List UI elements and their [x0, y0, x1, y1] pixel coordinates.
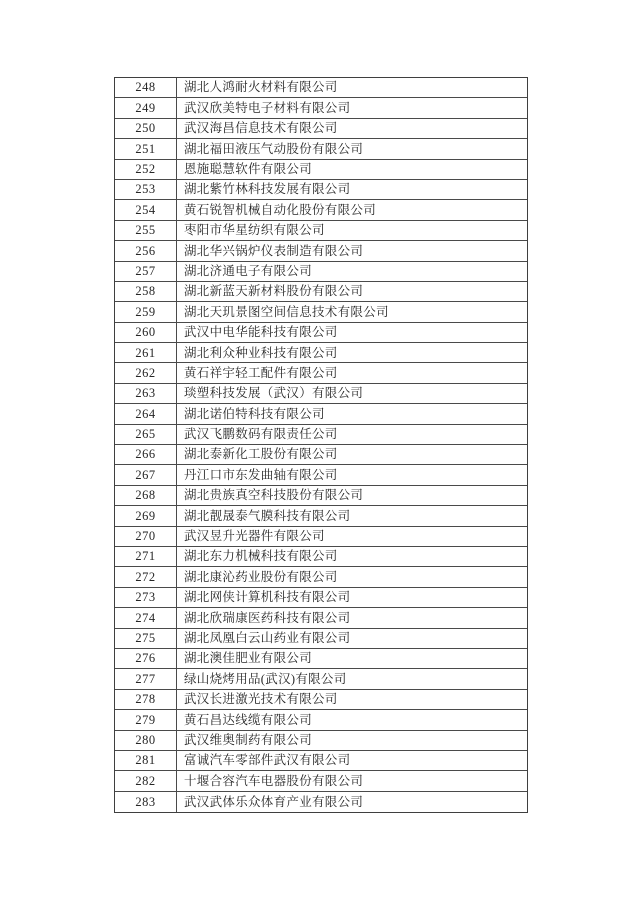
row-number-cell: 260	[115, 323, 177, 342]
company-name-cell: 绿山烧烤用品(武汉)有限公司	[184, 671, 347, 686]
row-number-cell: 280	[115, 731, 177, 750]
row-number-cell: 270	[115, 527, 177, 546]
table-row	[115, 180, 527, 200]
company-name-cell: 湖北康沁药业股份有限公司	[184, 569, 338, 584]
row-number-cell: 282	[115, 771, 177, 790]
table-row	[115, 78, 527, 98]
table-row	[115, 323, 527, 343]
row-number-cell: 253	[115, 180, 177, 199]
row-number-cell: 272	[115, 567, 177, 586]
row-number-cell: 258	[115, 282, 177, 301]
company-name-cell: 湖北澳佳肥业有限公司	[184, 651, 313, 666]
company-name-cell: 武汉欣美特电子材料有限公司	[184, 100, 351, 115]
row-number-cell: 276	[115, 649, 177, 668]
company-name-cell: 湖北济通电子有限公司	[184, 263, 313, 278]
table-row	[115, 139, 527, 159]
company-name-cell: 武汉海昌信息技术有限公司	[184, 121, 338, 136]
company-name-cell: 武汉飞鹏数码有限责任公司	[184, 427, 338, 442]
table-row	[115, 751, 527, 771]
company-name-cell: 湖北东力机械科技有限公司	[184, 549, 338, 564]
row-number-cell: 250	[115, 119, 177, 138]
table-row	[115, 608, 527, 628]
table-row	[115, 690, 527, 710]
table-row	[115, 731, 527, 751]
company-name-cell: 丹江口市东发曲轴有限公司	[184, 467, 338, 482]
table-row	[115, 588, 527, 608]
row-number-cell: 262	[115, 363, 177, 382]
company-name-cell: 黄石昌达线缆有限公司	[184, 712, 313, 727]
table-row	[115, 465, 527, 485]
table-row	[115, 160, 527, 180]
table-row	[115, 200, 527, 220]
row-number-cell: 271	[115, 547, 177, 566]
row-number-cell: 279	[115, 710, 177, 729]
table-row	[115, 241, 527, 261]
company-name-cell: 黄石祥宇轻工配件有限公司	[184, 365, 338, 380]
row-number-cell: 267	[115, 465, 177, 484]
company-name-cell: 湖北新蓝天新材料股份有限公司	[184, 284, 364, 299]
company-name-cell: 湖北人鸿耐火材料有限公司	[184, 80, 338, 95]
company-name-cell: 武汉武体乐众体育产业有限公司	[184, 794, 364, 809]
row-number-cell: 255	[115, 221, 177, 240]
company-name-cell: 湖北网侠计算机科技有限公司	[184, 590, 351, 605]
table-row	[115, 221, 527, 241]
table-row	[115, 98, 527, 118]
company-name-cell: 武汉维奥制药有限公司	[184, 732, 313, 747]
row-number-cell: 256	[115, 241, 177, 260]
table-row	[115, 486, 527, 506]
company-name-cell: 湖北贵族真空科技股份有限公司	[184, 488, 364, 503]
company-name-cell: 武汉中电华能科技有限公司	[184, 325, 338, 340]
table-row	[115, 119, 527, 139]
table-row	[115, 262, 527, 282]
company-name-cell: 湖北紫竹林科技发展有限公司	[184, 182, 351, 197]
table-row	[115, 282, 527, 302]
row-number-cell: 249	[115, 98, 177, 117]
row-number-cell: 248	[115, 78, 177, 97]
row-number-cell: 283	[115, 792, 177, 812]
company-name-cell: 琰塑科技发展（武汉）有限公司	[184, 386, 364, 401]
company-name-cell: 湖北靓晟泰气膜科技有限公司	[184, 508, 351, 523]
company-name-cell: 湖北利众种业科技有限公司	[184, 345, 338, 360]
company-name-cell: 湖北天玑景图空间信息技术有限公司	[184, 304, 389, 319]
row-number-cell: 269	[115, 506, 177, 525]
company-name-cell: 湖北欣瑞康医药科技有限公司	[184, 610, 351, 625]
company-name-cell: 恩施聪慧软件有限公司	[184, 162, 313, 176]
row-number-cell: 263	[115, 384, 177, 403]
row-number-cell: 252	[115, 160, 177, 179]
company-name-cell: 湖北凤凰白云山药业有限公司	[184, 630, 351, 645]
company-name-cell: 湖北泰新化工股份有限公司	[184, 447, 338, 462]
row-number-cell: 274	[115, 608, 177, 627]
table-row	[115, 567, 527, 587]
row-number-cell: 275	[115, 629, 177, 648]
table-row	[115, 547, 527, 567]
table-row	[115, 404, 527, 424]
table-row	[115, 792, 527, 812]
table-row	[115, 445, 527, 465]
row-number-cell: 277	[115, 669, 177, 688]
table-row	[115, 302, 527, 322]
row-number-cell: 257	[115, 262, 177, 281]
company-name-cell: 湖北福田液压气动股份有限公司	[184, 141, 364, 156]
company-name-cell: 武汉昱升光器件有限公司	[184, 529, 325, 544]
row-number-cell: 254	[115, 200, 177, 219]
company-name-cell: 富诚汽车零部件武汉有限公司	[184, 753, 351, 768]
row-number-cell: 251	[115, 139, 177, 158]
table-row	[115, 527, 527, 547]
row-number-cell: 268	[115, 486, 177, 505]
company-name-cell: 湖北华兴锅炉仪表制造有限公司	[184, 243, 364, 258]
table-row	[115, 363, 527, 383]
table-row	[115, 425, 527, 445]
row-number-cell: 264	[115, 404, 177, 423]
row-number-cell: 278	[115, 690, 177, 709]
row-number-cell: 259	[115, 302, 177, 321]
company-name-cell: 十堰合容汽车电器股份有限公司	[184, 773, 364, 788]
row-number-cell: 265	[115, 425, 177, 444]
table-row	[115, 649, 527, 669]
table-row	[115, 343, 527, 363]
company-name-cell: 枣阳市华星纺织有限公司	[184, 223, 325, 238]
table-row	[115, 629, 527, 649]
row-number-cell: 281	[115, 751, 177, 770]
table-row	[115, 384, 527, 404]
company-name-cell: 湖北诺伯特科技有限公司	[184, 406, 325, 421]
table-row	[115, 669, 527, 689]
table-row	[115, 506, 527, 526]
row-number-cell: 273	[115, 588, 177, 607]
company-name-cell: 黄石锐智机械自动化股份有限公司	[184, 202, 377, 217]
row-number-cell: 266	[115, 445, 177, 464]
company-list-table	[114, 77, 528, 813]
table-row	[115, 710, 527, 730]
row-number-cell: 261	[115, 343, 177, 362]
table-row	[115, 771, 527, 791]
company-name-cell: 武汉长进激光技术有限公司	[184, 692, 338, 707]
